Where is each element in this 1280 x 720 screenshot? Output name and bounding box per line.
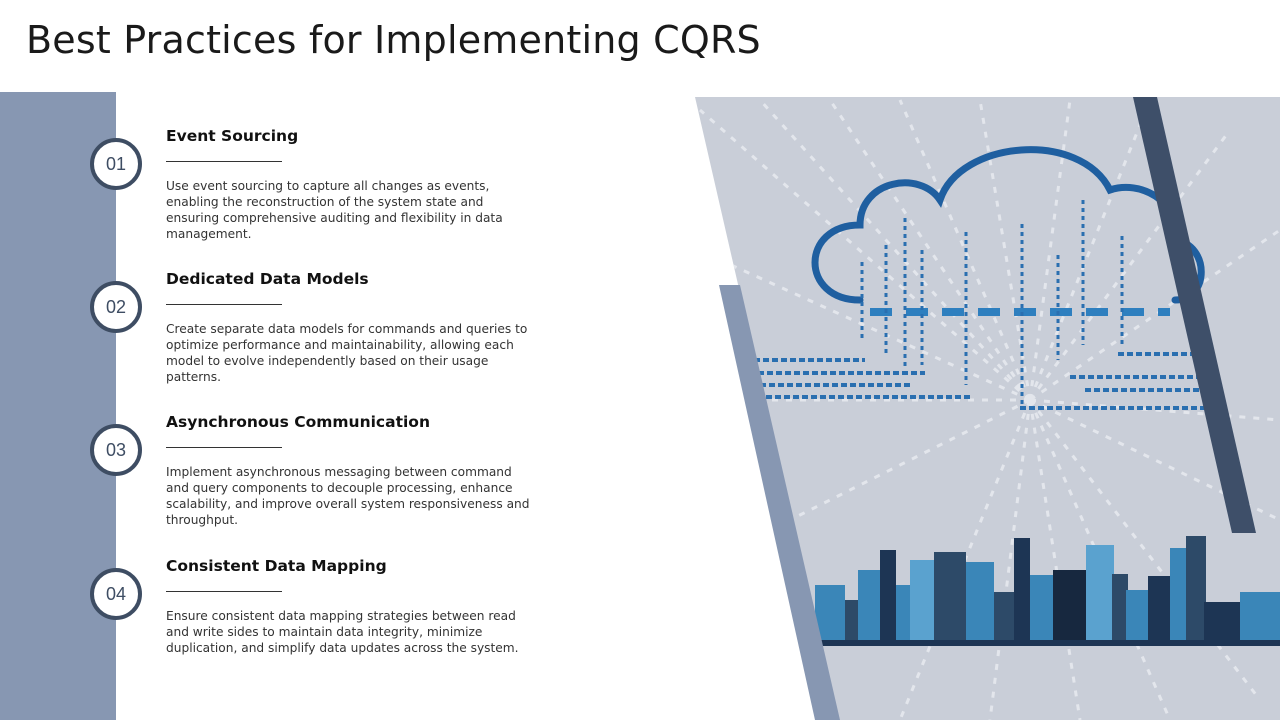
step-number-circle: 01 [90,138,142,190]
practice-description: Use event sourcing to capture all changes as events, enabling the reconstruction of the system state and ensuring comprehensive auditing and flexibility in data management. [166,179,503,241]
practice-title: Consistent Data Mapping [166,557,387,575]
dark-accent-stripe [1133,97,1256,533]
step-number-circle: 02 [90,281,142,333]
illustration-photo [690,90,1280,720]
practice-description: Implement asynchronous messaging between command and query components to decouple processing, enhance scalability, and improve overall system responsiveness and throughput. [166,465,530,527]
step-number-circle: 03 [90,424,142,476]
cloud-icon [815,150,1201,300]
practice-item [90,557,530,707]
binary-rows-icon [754,354,1210,408]
title-underline [166,161,282,162]
practice-title: Event Sourcing [166,127,299,145]
page-title: Best Practices for Implementing CQRS [26,18,761,62]
city-skyline-icon [815,536,1280,645]
practice-title: Asynchronous Communication [166,413,430,431]
practice-description: Ensure consistent data mapping strategies between read and write sides to maintain data integrity, minimize duplication, and simplify data updates across the system. [166,609,519,655]
skyline-base [810,640,1280,646]
practice-item [90,127,530,277]
title-underline [166,447,282,448]
practice-item [90,270,530,420]
title-underline [166,591,282,592]
step-number-circle: 04 [90,568,142,620]
practice-description: Create separate data models for commands and queries to optimize performance and maintainability, allowing each model to evolve independently based on their usage patterns. [166,322,528,384]
binary-columns-icon [862,200,1122,410]
practice-item [90,413,530,563]
practice-title: Dedicated Data Models [166,270,369,288]
title-underline [166,304,282,305]
light-accent-stripe [719,285,840,720]
